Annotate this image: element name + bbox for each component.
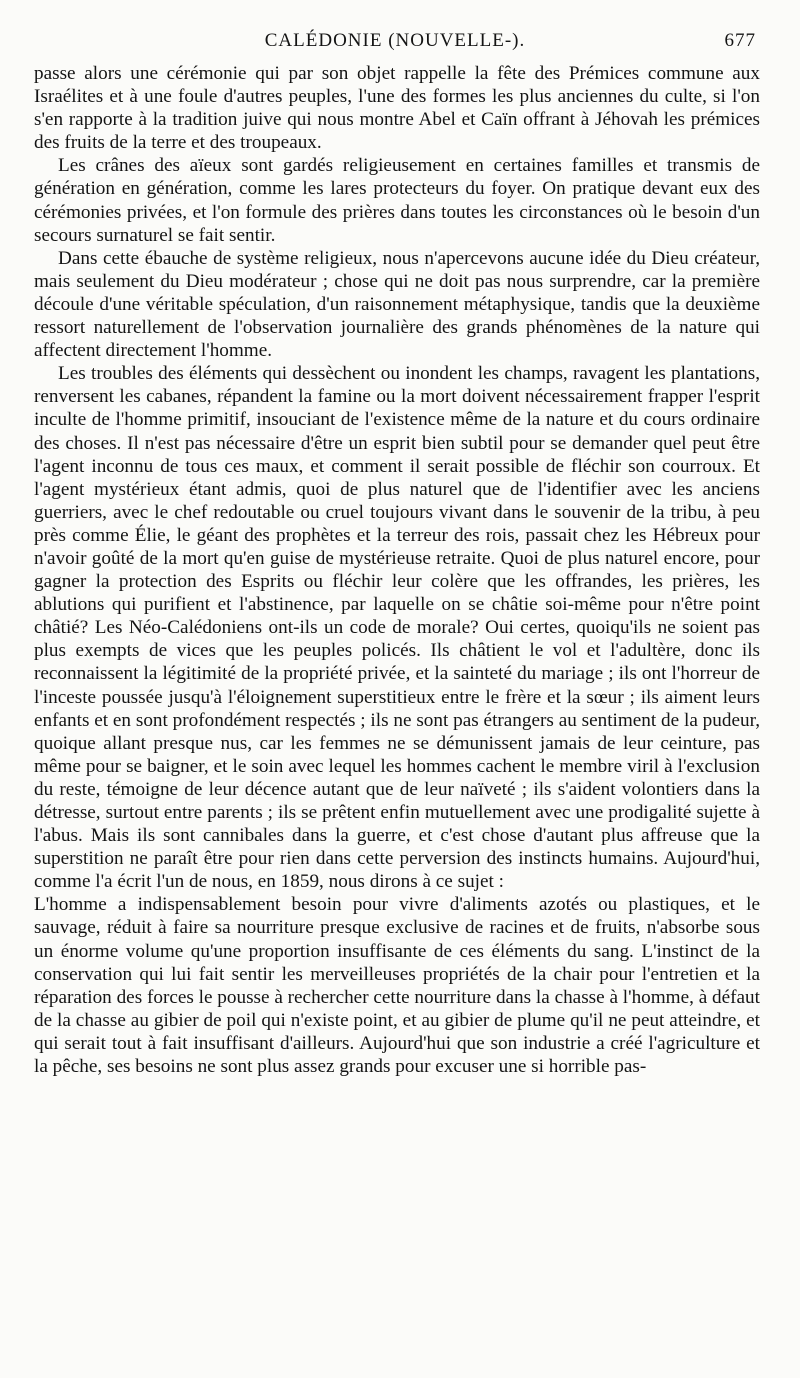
page-header	[34, 30, 756, 60]
running-title: CALÉDONIE (NOUVELLE-).	[264, 30, 526, 51]
body-text	[34, 62, 760, 1078]
paragraph-cranes-des-aieux: Les crânes des aïeux sont gardés religieusement en certaines familles et transmis de génération en génération, comme les lares protecteurs du foyer. On pratique devant eux des cérémonies privées, et l'on formule des prières dans toutes les circonstances où le besoin d'un secours surnaturel se fait sentir.	[34, 155, 760, 246]
paragraph-citation-1859: L'homme a indispensablement besoin pour vivre d'aliments azotés ou plastiques, et le sauvage, réduit à faire sa nourriture presque exclusive de racines et de fruits, n'absorbe sous un énorme volume qu'une proportion insuffisante de ces éléments du sang. L'instinct de la conservation qui lui fait sentir les merveilleuses propriétés de la chair pour l'entretien et la réparation des forces le pousse à rechercher cette nourriture dans la chasse à l'homme, à défaut de la chasse au gibier de poil qui n'existe point, et au gibier de plume qu'il ne peut atteindre, et qui serait tout à fait insuffisant d'ailleurs. Aujourd'hui que son industrie a créé l'agriculture et la pêche, ses besoins ne sont plus assez grands pour excuser une si horrible pas-	[34, 894, 760, 1078]
paragraph-systeme-religieux: Dans cette ébauche de système religieux, nous n'apercevons aucune idée du Dieu créateur, mais seulement du Dieu modérateur ; chose qui ne doit pas nous surprendre, car la première découle d'une véritable spéculation, d'un raisonnement métaphysique, tandis que la deuxième ressort naturellement de l'observation journalière des grands phénomènes de la nature qui affectent directement l'homme.	[34, 247, 760, 362]
paragraph-premices: passe alors une cérémonie qui par son objet rappelle la fête des Prémices commune aux Israélites et à une foule d'autres peuples, l'une des formes les plus anciennes du culte, si l'on s'en rapporte à la tradition juive qui nous montre Abel et Caïn offrant à Jéhovah les prémices des fruits de la terre et des troupeaux.	[34, 63, 760, 154]
paragraph-troubles-des-elements: Les troubles des éléments qui dessèchent ou inondent les champs, ravagent les plantations, renversent les cabanes, répandent la famine ou la mort doivent nécessairement frapper l'esprit inculte de l'homme primitif, insouciant de l'existence même de la nature et du cours ordinaire des choses. Il n'est pas nécessaire d'être un esprit bien subtil pour se demander quel peut être l'agent inconnu de tous ces maux, et comment il serait possible de fléchir son courroux. Et l'agent mystérieux étant admis, quoi de plus naturel que de l'identifier avec les anciens guerriers, avec le chef redoutable ou cruel toujours vivant dans le souvenir de la tribu, à peu près comme Élie, le géant des prophètes et la terreur des rois, passait chez les Hébreux pour n'avoir goûté de la mort qu'en guise de mystérieuse retraite. Quoi de plus naturel encore, pour gagner la protection des Esprits ou fléchir leur colère que les offrandes, les prières, les ablutions qui purifient et l'abstinence, par laquelle on se châtie soi-même pour n'être point châtié? Les Néo-Calédoniens ont-ils un code de morale? Oui certes, quoiqu'ils ne soient pas plus exempts de vices que les peuples policés. Ils châtient le vol et l'adultère, donc ils reconnaissent la légitimité de la propriété privée, et la sainteté du mariage ; ils ont l'horreur de l'inceste poussée jusqu'à l'éloignement superstitieux entre le frère et la sœur ; ils aiment leurs enfants et en sont profondément respectés ; ils ne sont pas étrangers au sentiment de la pudeur, quoique allant presque nus, car les femmes ne se démunissent jamais de leur ceinture, pas même pour se baigner, et le soin avec lequel les hommes cachent le membre viril à l'exclusion du reste, témoigne de leur décence autant que de leur naïveté ; ils s'aident volontiers dans la détresse, surtout entre parents ; ils se prêtent enfin mutuellement avec une prodigalité sujette à l'abus. Mais ils sont cannibales dans la guerre, et c'est chose d'autant plus affreuse que la superstition ne paraît être pour rien dans cette perversion des instincts humains. Aujourd'hui, comme l'a écrit l'un de nous, en 1859, nous dirons à ce sujet :	[34, 363, 760, 893]
page-number: 677	[724, 30, 756, 51]
